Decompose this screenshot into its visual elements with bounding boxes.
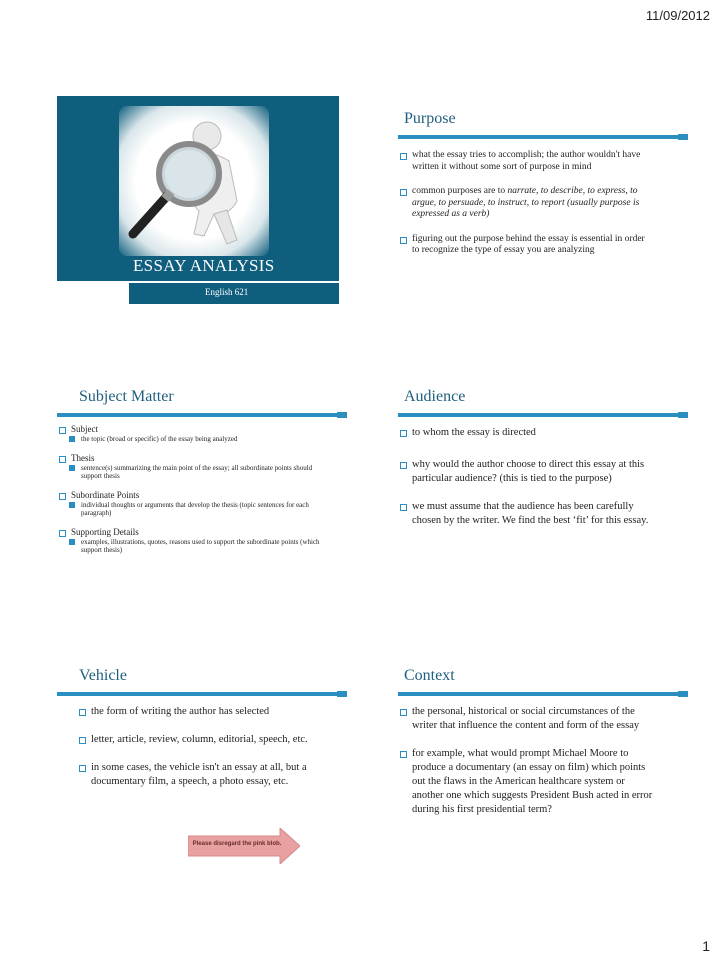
slide-heading: Context [404,667,455,684]
magnifying-glass-icon [119,106,269,256]
bullet-filled-square-icon [69,465,75,471]
vehicle-list [77,705,322,799]
heading-rule [398,692,678,696]
subject-matter-list [57,424,327,564]
slide-heading: Subject Matter [79,388,174,405]
bullet-square-icon [400,751,407,758]
subject-matter-slide [57,388,339,598]
heading-rule [398,135,678,139]
heading-rule-end [678,691,688,697]
list-item [57,453,327,464]
presentation-subtitle: English 621 [205,287,249,297]
heading-rule-end [678,412,688,418]
list-item-text: Subject [71,424,98,434]
heading-rule [57,692,337,696]
context-slide [398,667,680,877]
slide-heading: Audience [404,388,466,405]
bullet-square-icon [59,427,66,434]
list-item-italic-text: narrate, to describe, to express, to argue, to persuade, to instruct, to report (usually purpose is expressed as a verb) [412,186,640,219]
list-item-text: in some cases, the vehicle isn't an essay at all, but a documentary film, a speech, a photo essay, etc. [91,762,307,787]
list-item [398,458,653,486]
list-item-text: the form of writing the author has selected [91,706,270,717]
bullet-square-icon [400,189,407,196]
list-item-text: Thesis [71,453,95,463]
slide-heading: Purpose [404,110,456,127]
bullet-square-icon [59,493,66,500]
bullet-square-icon [79,709,86,716]
pink-arrow-text: Please disregard the pink blob. [192,841,282,847]
bullet-square-icon [400,504,407,511]
list-item [398,500,653,528]
list-item [57,490,327,501]
list-subitem [57,435,327,443]
list-subitem-text: the topic (broad or specific) of the essay being analyzed [81,435,238,443]
heading-rule-end [337,691,347,697]
purpose-slide [398,110,680,320]
bullet-square-icon [400,462,407,469]
list-item-text: why would the author choose to direct this essay at this particular audience? (this is tied to the purpose) [412,459,645,484]
list-item [398,705,653,733]
presentation-title: ESSAY ANALYSIS [133,256,275,275]
bullet-filled-square-icon [69,436,75,442]
bullet-square-icon [79,737,86,744]
bullet-square-icon [400,709,407,716]
list-item [398,747,653,817]
context-list [398,705,653,827]
purpose-list [398,150,648,270]
bullet-square-icon [400,430,407,437]
bullet-square-icon [400,237,407,244]
list-item-text: figuring out the purpose behind the essay is essential in order to recognize the type of essay you are analyzing [412,233,645,255]
heading-rule [398,413,678,417]
page-date: 11/09/2012 [645,8,710,23]
list-subitem-text: examples, illustrations, quotes, reasons used to support the subordinate points (which support thesis) [81,538,320,554]
list-item-text: we must assume that the audience has been carefully chosen by the writer. We find the best ‘fit’ for this essay. [412,501,649,526]
audience-list [398,426,653,538]
list-item-text: the personal, historical or social circumstances of the writer that influence the content and form of the essay [412,706,640,731]
bullet-square-icon [59,530,66,537]
list-item [57,527,327,538]
list-item [398,426,653,440]
list-item [398,186,648,221]
list-item-text: common purposes are to [412,186,508,196]
list-subitem-text: individual thoughts or arguments that develop the thesis (topic sentences for each paragraph) [81,501,309,517]
title-slide [57,96,339,304]
magnifier-figure-image [119,106,269,256]
heading-rule-end [337,412,347,418]
list-item-text: letter, article, review, column, editorial, speech, etc. [91,734,308,745]
slide-heading: Vehicle [79,667,127,684]
list-item [398,234,648,257]
list-item-text: what the essay tries to accomplish; the author wouldn't have written it without some sort of purpose in mind [412,150,641,172]
bullet-filled-square-icon [69,502,75,508]
list-item-text: Subordinate Points [71,490,140,500]
list-subitem [57,538,327,554]
list-subitem [57,464,327,480]
list-subitem-text: sentence(s) summarizing the main point of the essay; all subordinate points should support thesis [81,464,313,480]
list-item-text: to whom the essay is directed [412,427,536,438]
list-item [398,150,648,173]
list-item [77,733,322,747]
list-item-text: Supporting Details [71,527,139,537]
list-item-text: for example, what would prompt Michael Moore to produce a documentary (an essay on film) which points out the flaws in the American healthcare system or another one which suggests President Bush acted in error during his first presidential term? [412,748,653,815]
bullet-square-icon [79,765,86,772]
title-background [57,96,339,281]
bullet-square-icon [400,153,407,160]
pink-arrow-note [188,828,300,864]
list-subitem [57,501,327,517]
list-item [77,705,322,719]
audience-slide [398,388,680,598]
bullet-square-icon [59,456,66,463]
subtitle-bar [129,283,339,304]
heading-rule [57,413,337,417]
list-item [77,761,322,789]
bullet-filled-square-icon [69,539,75,545]
list-item [57,424,327,435]
heading-rule-end [678,134,688,140]
page-number: 1 [702,938,710,954]
